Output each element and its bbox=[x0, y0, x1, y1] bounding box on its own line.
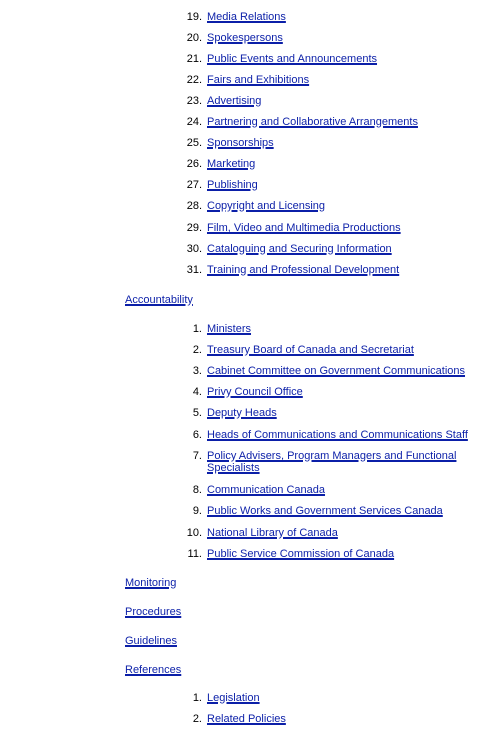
link-copyright[interactable]: Copyright and Licensing bbox=[207, 200, 326, 212]
item-number: 10. bbox=[186, 527, 202, 539]
item-number: 21. bbox=[186, 53, 202, 65]
item-number: 28. bbox=[186, 200, 202, 212]
link-treasury-board[interactable]: Treasury Board of Canada and Secretariat bbox=[207, 344, 414, 356]
item-number: 3. bbox=[192, 365, 202, 377]
link-national-library[interactable]: National Library of Canada bbox=[207, 527, 338, 539]
item-number: 27. bbox=[186, 179, 202, 191]
link-sponsorships[interactable]: Sponsorships bbox=[207, 137, 274, 149]
link-legislation[interactable]: Legislation bbox=[207, 692, 260, 704]
link-public-service-commission[interactable]: Public Service Commission of Canada bbox=[207, 548, 395, 560]
link-advertising[interactable]: Advertising bbox=[207, 95, 262, 107]
link-media-relations[interactable]: Media Relations bbox=[207, 11, 286, 23]
link-marketing[interactable]: Marketing bbox=[207, 158, 256, 170]
item-number: 9. bbox=[192, 505, 202, 517]
item-number: 4. bbox=[192, 386, 202, 398]
link-film-video[interactable]: Film, Video and Multimedia Productions bbox=[207, 222, 401, 234]
link-publishing[interactable]: Publishing bbox=[207, 179, 258, 191]
link-ministers[interactable]: Ministers bbox=[207, 323, 252, 335]
link-heads-of-communications[interactable]: Heads of Communications and Communications Staff bbox=[207, 429, 468, 441]
item-number: 8. bbox=[192, 484, 202, 496]
link-policy-advisers[interactable]: Policy Advisers, Program Managers and Functional Specialists bbox=[207, 450, 457, 474]
link-spokespersons[interactable]: Spokespersons bbox=[207, 32, 283, 44]
item-number: 6. bbox=[192, 429, 202, 441]
link-public-events[interactable]: Public Events and Announcements bbox=[207, 53, 378, 65]
item-number: 5. bbox=[192, 407, 202, 419]
section-link-monitoring[interactable]: Monitoring bbox=[125, 577, 177, 589]
link-public-works[interactable]: Public Works and Government Services Canada bbox=[207, 505, 443, 517]
item-number: 30. bbox=[186, 243, 202, 255]
item-number: 20. bbox=[186, 32, 202, 44]
item-number: 11. bbox=[187, 548, 202, 560]
item-number: 25. bbox=[186, 137, 202, 149]
section-link-procedures[interactable]: Procedures bbox=[125, 606, 182, 618]
link-cataloguing[interactable]: Cataloguing and Securing Information bbox=[207, 243, 392, 255]
link-communication-canada[interactable]: Communication Canada bbox=[207, 484, 326, 496]
link-partnering[interactable]: Partnering and Collaborative Arrangements bbox=[207, 116, 418, 128]
item-number: 1. bbox=[192, 692, 202, 704]
item-number: 2. bbox=[192, 713, 202, 725]
section-link-guidelines[interactable]: Guidelines bbox=[125, 635, 177, 647]
link-fairs-exhibitions[interactable]: Fairs and Exhibitions bbox=[207, 74, 310, 86]
link-privy-council[interactable]: Privy Council Office bbox=[207, 386, 303, 398]
link-deputy-heads[interactable]: Deputy Heads bbox=[207, 407, 277, 419]
item-number: 29. bbox=[186, 222, 202, 234]
link-related-policies[interactable]: Related Policies bbox=[207, 713, 286, 725]
section-link-references[interactable]: References bbox=[125, 664, 182, 676]
item-number: 24. bbox=[186, 116, 202, 128]
item-number: 26. bbox=[186, 158, 202, 170]
item-number: 2. bbox=[192, 344, 202, 356]
link-training[interactable]: Training and Professional Development bbox=[207, 264, 400, 276]
item-number: 19. bbox=[186, 11, 202, 23]
item-number: 7. bbox=[192, 450, 202, 462]
section-link-accountability[interactable]: Accountability bbox=[125, 294, 193, 306]
item-number: 1. bbox=[192, 323, 202, 335]
link-cabinet-committee[interactable]: Cabinet Committee on Government Communications bbox=[207, 365, 466, 377]
item-number: 31. bbox=[186, 264, 202, 276]
item-number: 22. bbox=[186, 74, 202, 86]
item-number: 23. bbox=[186, 95, 202, 107]
